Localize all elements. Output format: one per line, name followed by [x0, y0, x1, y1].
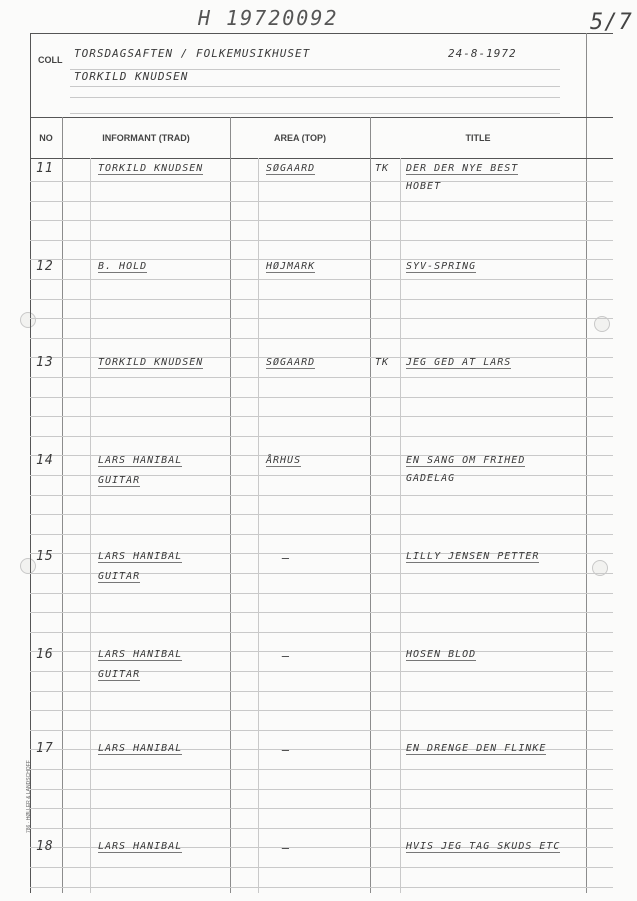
- row-rule: [30, 397, 613, 398]
- row-rule: [30, 514, 613, 515]
- entry-area: —: [282, 841, 291, 855]
- entry-collector-mark: TK: [375, 163, 390, 174]
- entry-number: 15: [36, 549, 54, 564]
- entry-number: 14: [36, 453, 54, 468]
- recording-form: [26, 33, 613, 893]
- coll-label: COLL: [38, 55, 63, 65]
- entry-title: EN DRENGE DEN FLINKE: [406, 743, 547, 754]
- row-rule: [30, 338, 613, 339]
- row-rule: [30, 887, 613, 888]
- row-rule: [30, 279, 613, 280]
- row-rule: [30, 495, 613, 496]
- row-rule: [30, 789, 613, 790]
- entry-number: 11: [36, 161, 54, 176]
- col-divider-area-sub: [258, 158, 259, 893]
- col-divider-title-sub: [400, 158, 401, 893]
- entry-informant: TORKILD KNUDSEN: [98, 357, 204, 368]
- frame-right: [586, 33, 587, 893]
- row-rule: [30, 632, 613, 633]
- entry-area: —: [282, 743, 291, 757]
- entry-informant: TORKILD KNUDSEN: [98, 163, 204, 174]
- entry-title: DER DER NYE BEST: [406, 163, 519, 174]
- entry-number: 12: [36, 259, 54, 274]
- frame-top: [30, 33, 613, 34]
- row-rule: [30, 534, 613, 535]
- row-rule: [30, 730, 613, 731]
- entry-informant: LARS HANIBAL: [98, 841, 183, 852]
- entry-area: SØGAARD: [266, 163, 316, 174]
- row-rule: [30, 710, 613, 711]
- entry-title-continued: GADELAG: [406, 473, 456, 484]
- entry-area: —: [282, 551, 291, 565]
- entry-area: HØJMARK: [266, 261, 316, 272]
- row-rule: [30, 299, 613, 300]
- entry-number: 17: [36, 741, 54, 756]
- coll-date: 24-8-1972: [448, 47, 517, 60]
- entry-area: SØGAARD: [266, 357, 316, 368]
- entry-number: 13: [36, 355, 54, 370]
- coll-rule-3: [70, 97, 560, 98]
- row-rule: [30, 612, 613, 613]
- row-rule: [30, 220, 613, 221]
- entry-informant: B. HOLD: [98, 261, 148, 272]
- col-header-informant: INFORMANT (TRAD): [102, 133, 190, 143]
- col-header-title: TITLE: [465, 133, 491, 143]
- entry-area: ÅRHUS: [266, 455, 302, 466]
- page-number: 5/7: [590, 10, 633, 35]
- coll-collector: TORKILD KNUDSEN: [74, 70, 189, 83]
- col-header-no: NO: [39, 133, 53, 143]
- row-rule: [30, 691, 613, 692]
- printer-mark: 786 · HØLLER & LANDSCHOFF: [26, 760, 32, 833]
- row-rule: [30, 828, 613, 829]
- entry-informant-instrument: GUITAR: [98, 571, 141, 582]
- entry-number: 18: [36, 839, 54, 854]
- col-header-area: AREA (TOP): [273, 133, 326, 143]
- row-rule: [30, 318, 613, 319]
- entry-title: SYV-SPRING: [406, 261, 477, 272]
- entry-title: HOSEN BLOD: [406, 649, 477, 660]
- col-divider-sub: [90, 158, 91, 893]
- row-rule: [30, 867, 613, 868]
- row-rule: [30, 377, 613, 378]
- col-divider-area: [370, 117, 371, 893]
- col-divider-informant: [230, 117, 231, 893]
- entry-collector-mark: TK: [375, 357, 390, 368]
- row-rule: [30, 593, 613, 594]
- entry-number: 16: [36, 647, 54, 662]
- entry-title: JEG GED AT LARS: [406, 357, 512, 368]
- row-rule: [30, 769, 613, 770]
- entry-title: EN SANG OM FRIHED: [406, 455, 526, 466]
- entry-informant: LARS HANIBAL: [98, 649, 183, 660]
- entry-title-continued: HOBET: [406, 181, 442, 192]
- col-divider-no: [62, 117, 63, 893]
- entry-area: —: [282, 649, 291, 663]
- header-bottom-rule: [30, 158, 613, 159]
- header-top-rule: [30, 117, 613, 118]
- coll-rule-2: [70, 86, 560, 87]
- entry-informant: LARS HANIBAL: [98, 455, 183, 466]
- row-rule: [30, 416, 613, 417]
- coll-rule-4: [70, 113, 560, 114]
- row-rule: [30, 181, 613, 182]
- row-rule: [30, 201, 613, 202]
- entry-title: HVIS JEG TAG SKUDS ETC: [406, 841, 561, 852]
- entry-informant: LARS HANIBAL: [98, 551, 183, 562]
- entry-title: LILLY JENSEN PETTER: [406, 551, 540, 562]
- archive-code: H 19720092: [198, 6, 339, 30]
- entry-informant-instrument: GUITAR: [98, 669, 141, 680]
- entry-informant-instrument: GUITAR: [98, 475, 141, 486]
- coll-venue: TORSDAGSAFTEN / FOLKEMUSIKHUSET: [74, 47, 311, 60]
- row-rule: [30, 808, 613, 809]
- entry-informant: LARS HANIBAL: [98, 743, 183, 754]
- row-rule: [30, 436, 613, 437]
- row-rule: [30, 240, 613, 241]
